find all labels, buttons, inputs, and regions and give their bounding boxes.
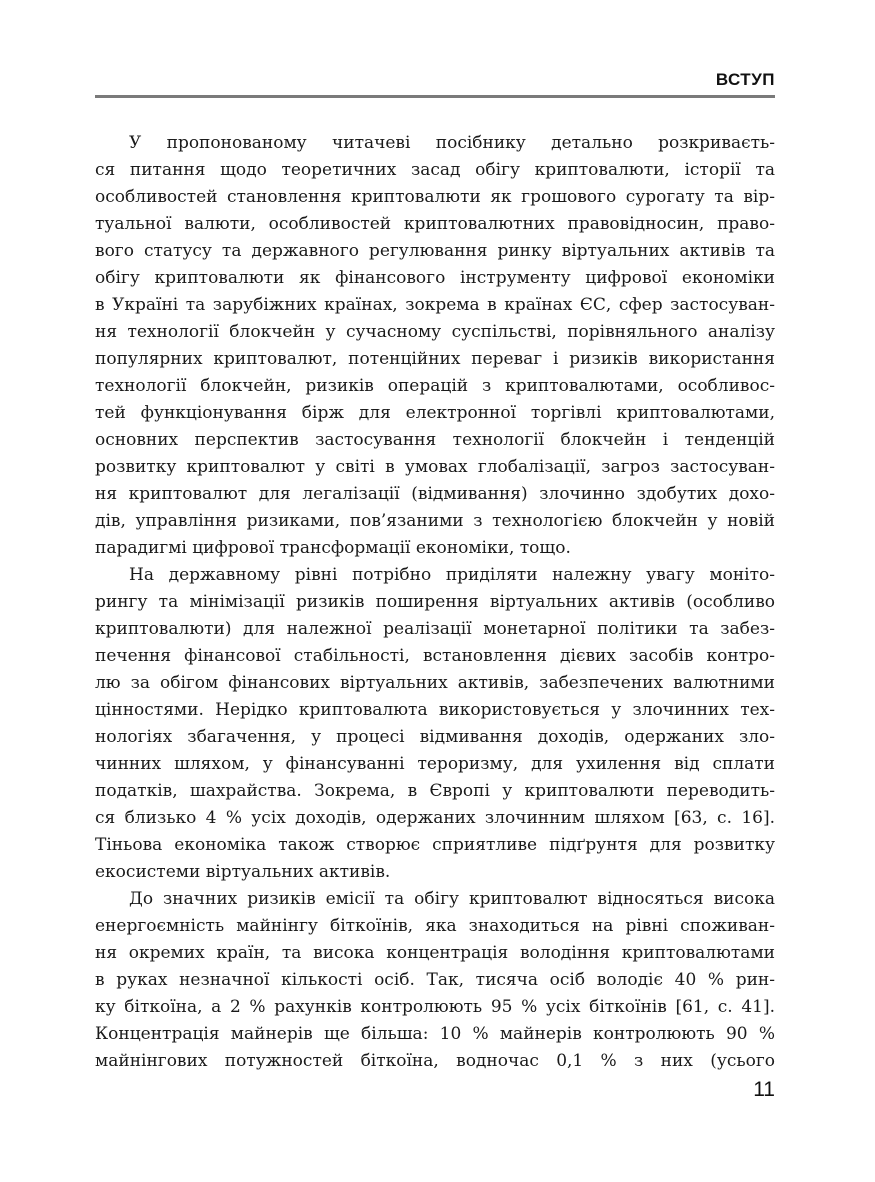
text-line: вого статусу та державного регулювання ринку віртуальних активів та: [95, 241, 775, 261]
text-line: дів, управління ризиками, пов’язаними з технологією блокчейн у новій: [95, 511, 775, 531]
text-line: майнінгових потужностей біткоїна, водночас 0,1 % з них (усього: [95, 1051, 775, 1071]
text-line: в Україні та зарубіжних країнах, зокрема в країнах ЄС, сфер застосуван-: [95, 295, 775, 315]
body-text: [95, 130, 775, 1075]
text-line: печення фінансової стабільності, встановлення дієвих засобів контро-: [95, 646, 775, 666]
text-line: популярних криптовалют, потенційних переваг і ризиків використання: [95, 349, 775, 369]
text-line: ся близько 4 % усіх доходів, одержаних злочинним шляхом [63, с. 16].: [95, 808, 775, 828]
paragraph: [95, 562, 775, 886]
text-line: парадигмі цифрової трансформації економіки, тощо.: [95, 538, 571, 558]
text-line: ку біткоїна, а 2 % рахунків контролюють 95 % усіх біткоїнів [61, с. 41].: [95, 997, 775, 1017]
text-line: ня криптовалют для легалізації (відмивання) злочинно здобутих дохо-: [95, 484, 775, 504]
text-line: У пропонованому читачеві посібнику детально розкриваєть-: [129, 133, 775, 153]
page-number: 11: [753, 1078, 775, 1101]
text-line: криптовалюти) для належної реалізації монетарної політики та забез-: [95, 619, 775, 639]
text-line: особливостей становлення криптовалюти як грошового сурогату та вір-: [95, 187, 775, 207]
paragraph: [95, 886, 775, 1075]
text-line: чинних шляхом, у фінансуванні тероризму, для ухилення від сплати: [95, 754, 775, 774]
section-title: ВСТУП: [715, 70, 775, 89]
text-line: туальної валюти, особливостей криптовалютних правовідносин, право-: [95, 214, 775, 234]
text-line: в руках незначної кількості осіб. Так, тисяча осіб володіє 40 % рин-: [95, 970, 775, 990]
text-line: Концентрація майнерів ще більша: 10 % майнерів контролюють 90 %: [95, 1024, 775, 1044]
running-head: [95, 70, 775, 96]
text-line: До значних ризиків емісії та обігу криптовалют відносяться висока: [129, 889, 775, 909]
header-rule: [95, 95, 775, 98]
text-line: енергоємність майнінгу біткоїнів, яка знаходиться на рівні споживан-: [95, 916, 775, 936]
text-line: рингу та мінімізації ризиків поширення віртуальних активів (особливо: [95, 592, 775, 612]
text-line: лю за обігом фінансових віртуальних активів, забезпечених валютними: [95, 673, 775, 693]
text-line: На державному рівні потрібно приділяти належну увагу моніто-: [129, 565, 775, 585]
text-line: тей функціонування бірж для електронної торгівлі криптовалютами,: [95, 403, 775, 423]
text-line: розвитку криптовалют у світі в умовах глобалізації, загроз застосуван-: [95, 457, 775, 477]
text-line: технології блокчейн, ризиків операцій з криптовалютами, особливос-: [95, 376, 775, 396]
text-line: обігу криптовалюти як фінансового інструменту цифрової економіки: [95, 268, 775, 288]
text-line: ня технології блокчейн у сучасному суспільстві, порівняльного аналізу: [95, 322, 775, 342]
text-line: нологіях збагачення, у процесі відмивання доходів, одержаних зло-: [95, 727, 775, 747]
text-line: ся питання щодо теоретичних засад обігу криптовалюти, історії та: [95, 160, 775, 180]
text-line: основних перспектив застосування технології блокчейн і тенденцій: [95, 430, 775, 450]
text-line: екосистеми віртуальних активів.: [95, 862, 391, 882]
text-line: цінностями. Нерідко криптовалюта використовується у злочинних тех-: [95, 700, 775, 720]
text-line: ня окремих країн, та висока концентрація володіння криптовалютами: [95, 943, 775, 963]
paragraph: [95, 130, 775, 562]
text-line: Тіньова економіка також створює сприятливе підґрунтя для розвитку: [95, 835, 775, 855]
text-line: податків, шахрайства. Зокрема, в Європі у криптовалюти переводить-: [95, 781, 775, 801]
